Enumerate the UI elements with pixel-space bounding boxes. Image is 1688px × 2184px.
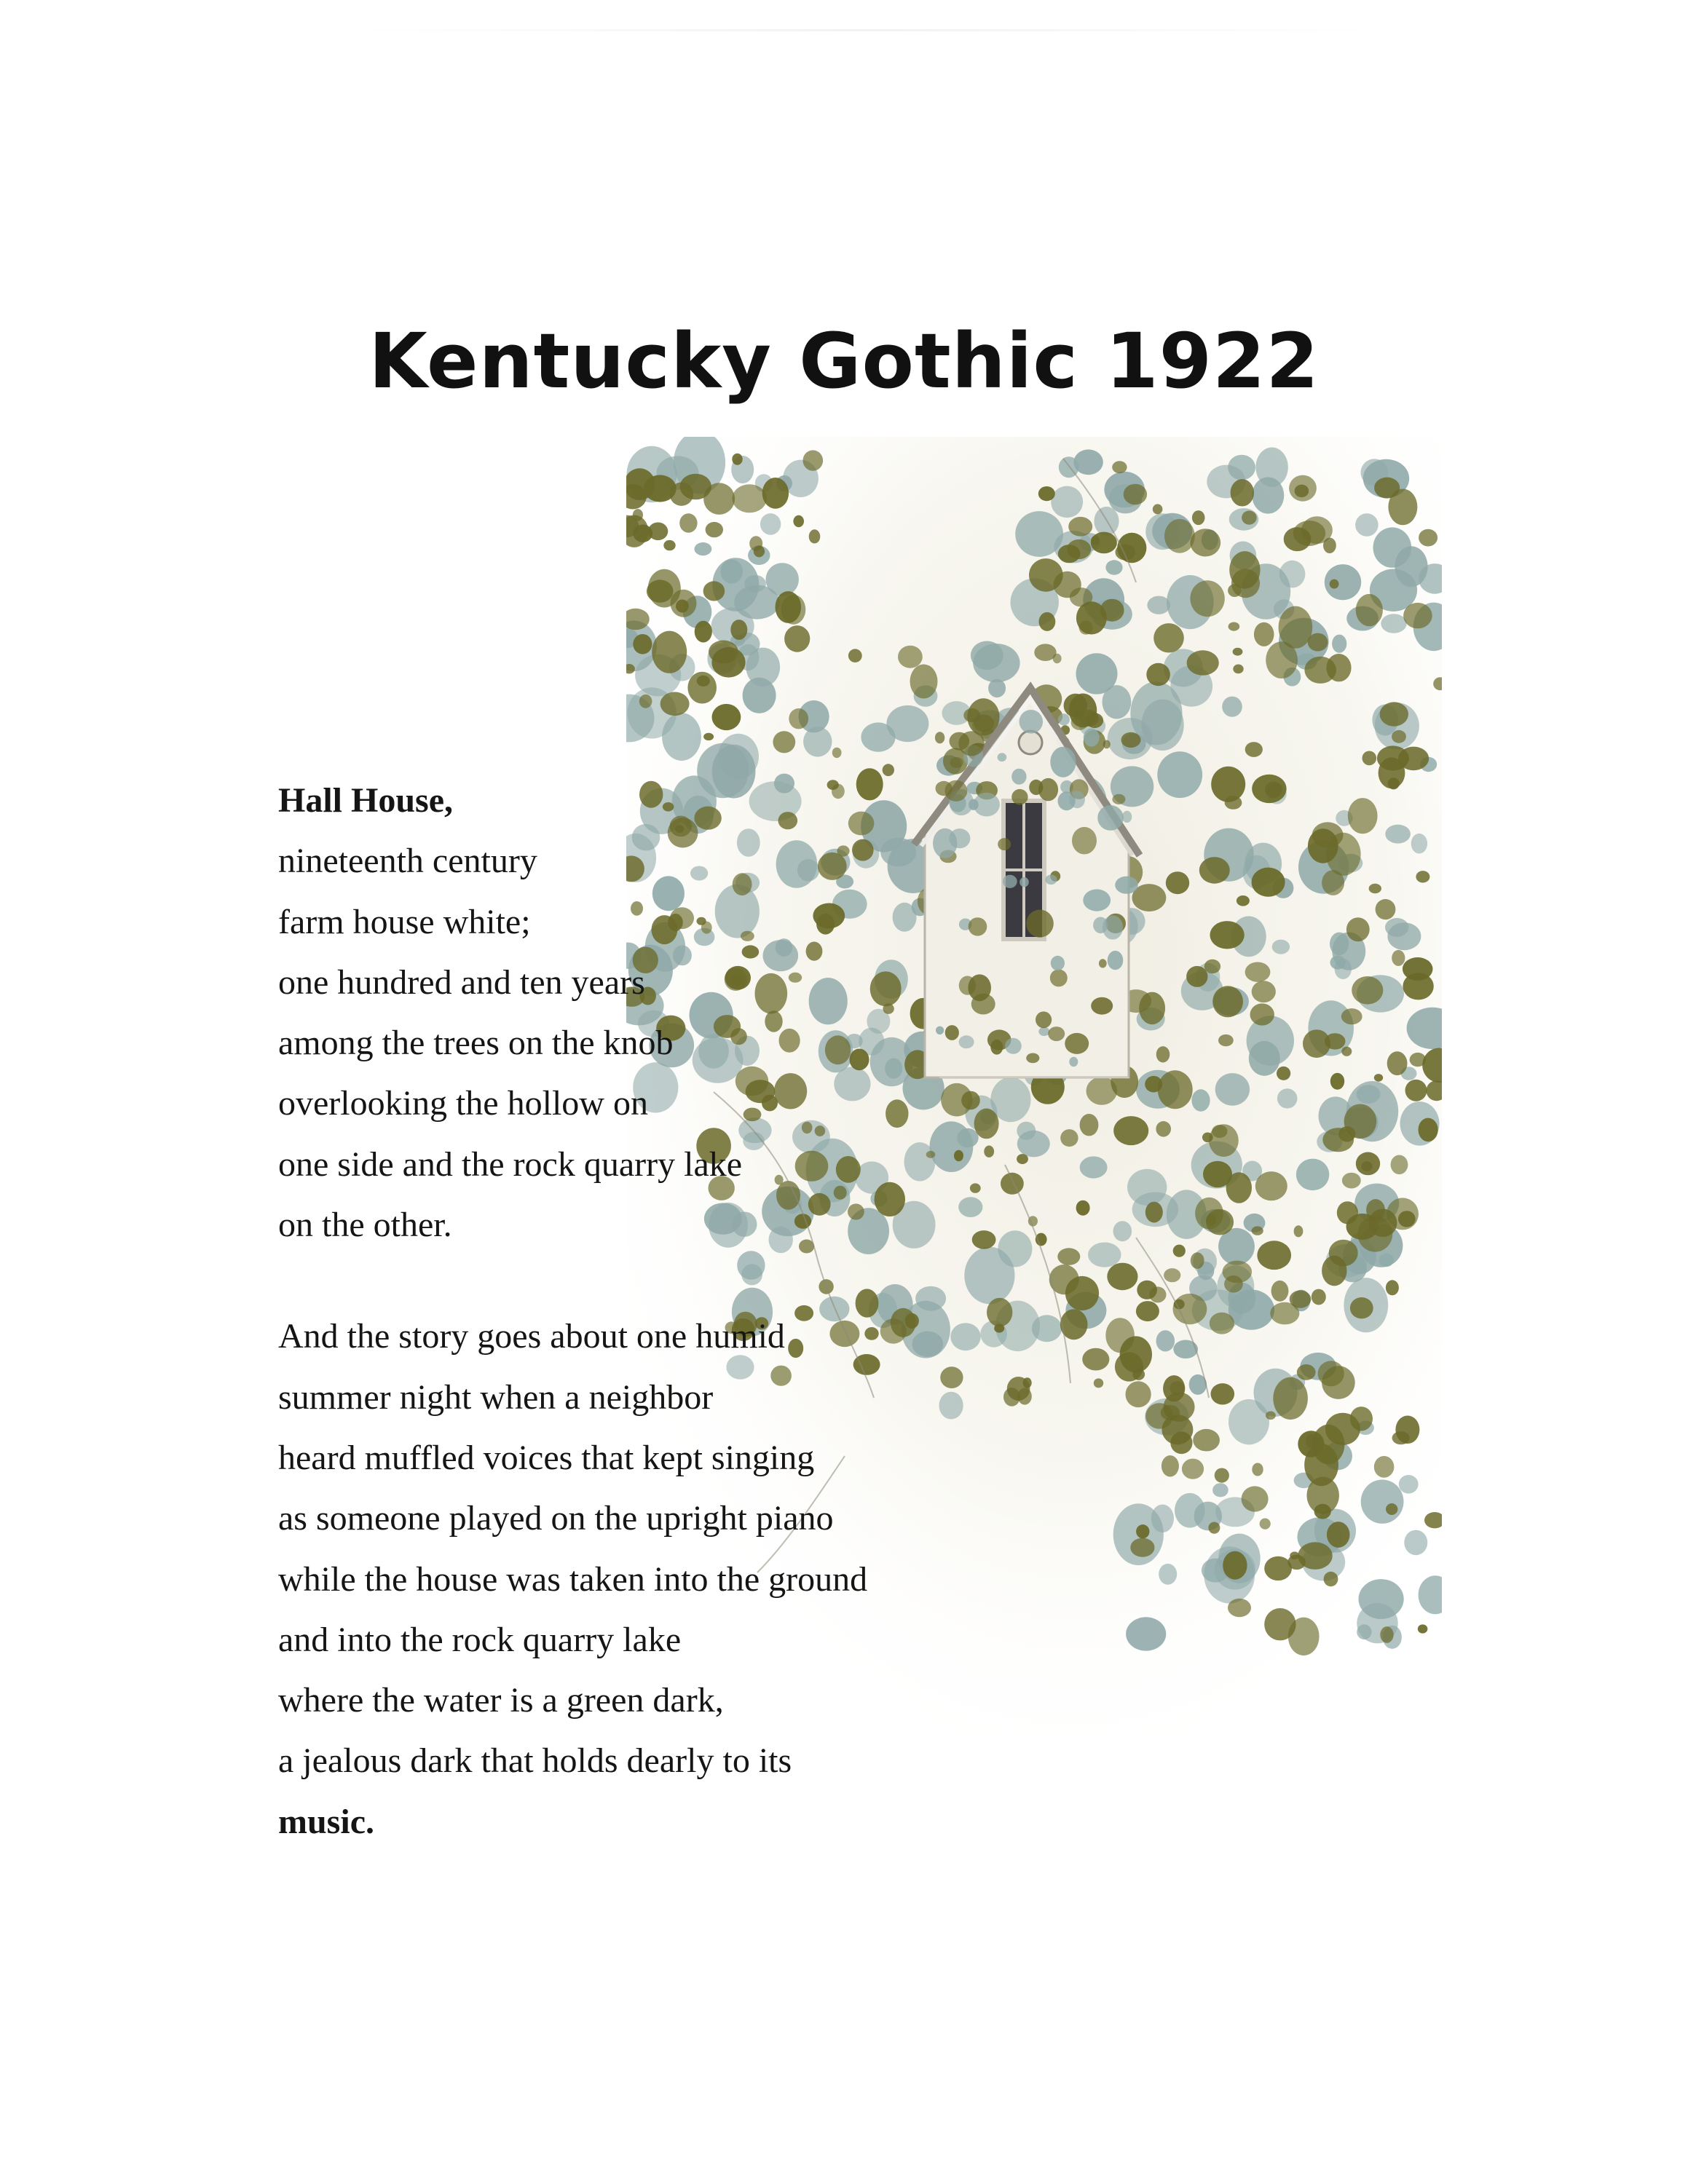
leaf-blotch bbox=[1036, 1011, 1052, 1028]
leaf-blotch bbox=[1250, 1003, 1274, 1025]
leaf-blotch bbox=[1136, 1524, 1149, 1538]
leaf-blotch bbox=[1228, 1599, 1251, 1617]
leaf-blotch bbox=[1103, 685, 1132, 719]
leaf-blotch bbox=[1164, 1268, 1180, 1282]
leaf-blotch bbox=[1026, 910, 1054, 938]
leaf-blotch bbox=[1099, 959, 1107, 968]
leaf-blotch bbox=[1386, 1280, 1399, 1295]
leaf-blotch bbox=[1091, 536, 1100, 545]
leaf-blotch bbox=[1352, 976, 1383, 1005]
leaf-blotch bbox=[1051, 956, 1065, 970]
leaf-blotch bbox=[1070, 587, 1092, 606]
leaf-blotch bbox=[1272, 940, 1290, 954]
leaf-blotch bbox=[695, 542, 712, 555]
leaf-blotch bbox=[652, 631, 687, 673]
leaf-blotch bbox=[1264, 1556, 1292, 1580]
leaf-blotch bbox=[1069, 1057, 1078, 1067]
leaf-blotch bbox=[1288, 1618, 1320, 1655]
leaf-blotch bbox=[733, 484, 767, 513]
leaf-blotch bbox=[1392, 730, 1406, 743]
leaf-blotch bbox=[1011, 769, 1026, 785]
leaf-blotch bbox=[1279, 606, 1313, 649]
leaf-blotch bbox=[1314, 1504, 1331, 1519]
leaf-blotch bbox=[1419, 1118, 1438, 1142]
leaf-blotch bbox=[1187, 650, 1219, 675]
leaf-blotch bbox=[1312, 1289, 1326, 1305]
leaf-blotch bbox=[1146, 663, 1170, 686]
leaf-blotch bbox=[1122, 811, 1132, 823]
poem-line: nineteenth century bbox=[278, 842, 537, 881]
leaf-blotch bbox=[1366, 1199, 1385, 1221]
leaf-blotch bbox=[1182, 1459, 1204, 1479]
leaf-blotch bbox=[1381, 614, 1406, 633]
leaf-blotch bbox=[687, 672, 717, 704]
leaf-blotch bbox=[1069, 791, 1085, 808]
leaf-blotch bbox=[1362, 751, 1377, 766]
leaf-blotch bbox=[1237, 895, 1250, 906]
leaf-blotch bbox=[1392, 1431, 1410, 1444]
leaf-blotch bbox=[639, 695, 652, 708]
leaf-blotch bbox=[1130, 1538, 1154, 1557]
leaf-blotch bbox=[1065, 1033, 1089, 1054]
leaf-blotch bbox=[1228, 1290, 1274, 1330]
leaf-blotch bbox=[1076, 1200, 1090, 1216]
leaf-blotch bbox=[1157, 751, 1202, 798]
leaf-blotch bbox=[660, 692, 690, 716]
leaf-blotch bbox=[1369, 884, 1381, 893]
leaf-blotch bbox=[1318, 1361, 1344, 1386]
leaf-blotch bbox=[1097, 805, 1124, 831]
leaf-blotch bbox=[1327, 1522, 1350, 1548]
poem-body bbox=[278, 770, 1006, 1852]
leaf-blotch bbox=[1121, 732, 1141, 748]
leaf-blotch bbox=[766, 563, 799, 596]
poem-line: where the water is a green dark, bbox=[278, 1681, 724, 1720]
leaf-blotch bbox=[762, 478, 789, 509]
poem-line: heard muffled voices that kept singing bbox=[278, 1438, 815, 1477]
leaf-blotch bbox=[1255, 1171, 1287, 1200]
leaf-blotch bbox=[1252, 477, 1284, 513]
leaf-blotch bbox=[1108, 951, 1124, 970]
leaf-blotch bbox=[1113, 1221, 1132, 1241]
leaf-blotch bbox=[1065, 1276, 1099, 1310]
leaf-blotch bbox=[1186, 966, 1207, 987]
leaf-blotch bbox=[1107, 1263, 1137, 1291]
leaf-blotch bbox=[1297, 1364, 1316, 1380]
leaf-blotch bbox=[1058, 713, 1070, 725]
leaf-blotch bbox=[1215, 1468, 1229, 1483]
leaf-blotch bbox=[730, 620, 747, 640]
leaf-blotch bbox=[1405, 1080, 1427, 1101]
leaf-blotch bbox=[1050, 969, 1068, 986]
leaf-blotch bbox=[1252, 868, 1285, 897]
leaf-blotch bbox=[760, 513, 781, 535]
leaf-blotch bbox=[1050, 747, 1076, 778]
leaf-blotch bbox=[1038, 778, 1058, 801]
leaf-blotch bbox=[703, 581, 725, 601]
leaf-blotch bbox=[773, 731, 795, 753]
poem-line: on the other. bbox=[278, 1206, 452, 1245]
poem-line: farm house white; bbox=[278, 902, 531, 941]
leaf-blotch bbox=[1068, 517, 1092, 537]
leaf-blotch bbox=[1159, 1564, 1177, 1585]
leaf-blotch bbox=[1073, 449, 1103, 475]
leaf-blotch bbox=[1218, 1034, 1234, 1046]
stanza-1 bbox=[278, 770, 1006, 1255]
leaf-blotch bbox=[1137, 1281, 1157, 1299]
leaf-blotch bbox=[1290, 1551, 1299, 1559]
leaf-blotch bbox=[1166, 871, 1189, 894]
leaf-blotch bbox=[1330, 933, 1349, 956]
leaf-blotch bbox=[1094, 1378, 1103, 1388]
leaf-blotch bbox=[803, 450, 824, 470]
leaf-blotch bbox=[1083, 890, 1111, 911]
leaf-blotch bbox=[1086, 1077, 1118, 1105]
leaf-blotch bbox=[1103, 915, 1123, 939]
leaf-blotch bbox=[1326, 654, 1351, 681]
leaf-blotch bbox=[1164, 519, 1195, 553]
leaf-blotch bbox=[1223, 1261, 1253, 1283]
scan-edge-artifact bbox=[357, 29, 1376, 31]
leaf-blotch bbox=[1387, 1051, 1408, 1075]
leaf-blotch bbox=[1386, 1503, 1397, 1515]
leaf-blotch bbox=[1210, 921, 1245, 949]
leaf-blotch bbox=[663, 540, 675, 550]
leaf-blotch bbox=[1231, 479, 1254, 506]
leaf-blotch bbox=[1019, 710, 1044, 734]
leaf-blotch bbox=[898, 646, 923, 668]
leaf-blotch bbox=[1191, 1089, 1210, 1111]
leaf-blotch bbox=[1229, 551, 1260, 589]
leaf-blotch bbox=[1048, 1026, 1065, 1041]
leaf-blotch bbox=[732, 454, 742, 465]
leaf-blotch bbox=[1156, 1121, 1171, 1137]
leaf-blotch bbox=[1151, 1505, 1174, 1533]
leaf-blotch bbox=[1330, 956, 1346, 970]
leaf-blotch bbox=[1245, 962, 1271, 982]
leaf-blotch bbox=[1080, 1156, 1108, 1178]
leaf-blotch bbox=[1341, 1047, 1352, 1056]
leaf-blotch bbox=[1126, 1381, 1151, 1407]
leaf-blotch bbox=[1045, 875, 1057, 885]
leaf-blotch bbox=[1356, 594, 1383, 626]
leaf-blotch bbox=[1203, 1161, 1232, 1187]
leaf-blotch bbox=[695, 621, 712, 643]
leaf-blotch bbox=[647, 579, 674, 602]
leaf-blotch bbox=[1322, 1256, 1346, 1286]
leaf-blotch bbox=[1265, 782, 1282, 799]
leaf-blotch bbox=[1126, 1617, 1166, 1650]
leaf-blotch bbox=[743, 678, 776, 713]
poem-line: among the trees on the knob bbox=[278, 1024, 674, 1063]
leaf-blotch bbox=[1326, 833, 1361, 876]
leaf-blotch bbox=[1115, 1352, 1143, 1381]
leaf-blotch bbox=[973, 644, 1019, 682]
leaf-blotch bbox=[1332, 635, 1346, 653]
leaf-blotch bbox=[1204, 960, 1220, 973]
leaf-blotch bbox=[1005, 1038, 1022, 1054]
leaf-blotch bbox=[1296, 1159, 1329, 1191]
leaf-blotch bbox=[1032, 1315, 1062, 1342]
leaf-blotch bbox=[662, 713, 701, 761]
leaf-blotch bbox=[1082, 1348, 1109, 1371]
leaf-blotch bbox=[633, 634, 652, 654]
leaf-blotch bbox=[861, 722, 895, 751]
leaf-blotch bbox=[1277, 1088, 1298, 1108]
leaf-blotch bbox=[1211, 1383, 1235, 1404]
leaf-blotch bbox=[1260, 1519, 1271, 1530]
leaf-blotch bbox=[1411, 834, 1427, 854]
leaf-blotch bbox=[706, 522, 723, 537]
leaf-blotch bbox=[1161, 1405, 1180, 1420]
poem-line: one side and the rock quarry lake bbox=[278, 1144, 743, 1184]
leaf-blotch bbox=[1210, 1313, 1234, 1334]
leaf-blotch bbox=[1392, 950, 1405, 966]
leaf-blotch bbox=[1403, 603, 1432, 628]
leaf-blotch bbox=[1342, 1173, 1361, 1189]
leaf-blotch bbox=[1350, 1406, 1373, 1431]
leaf-blotch bbox=[1266, 1412, 1276, 1420]
leaf-blotch bbox=[1252, 1463, 1263, 1476]
leaf-blotch bbox=[1173, 1245, 1186, 1257]
leaf-blotch bbox=[1385, 918, 1408, 937]
leaf-blotch bbox=[1199, 857, 1230, 884]
leaf-blotch bbox=[1017, 1154, 1028, 1164]
poem-line: summer night when a neighbor bbox=[278, 1377, 714, 1417]
leaf-blotch bbox=[633, 509, 643, 521]
poem-line: And the story goes about one humid bbox=[278, 1317, 785, 1356]
leaf-blotch bbox=[1072, 827, 1097, 855]
leaf-blotch bbox=[1026, 1053, 1039, 1064]
leaf-blotch bbox=[1273, 1377, 1308, 1420]
leaf-blotch bbox=[1355, 513, 1379, 537]
leaf-blotch bbox=[1019, 877, 1029, 887]
leaf-blotch bbox=[1330, 1073, 1344, 1090]
leaf-blotch bbox=[1038, 1027, 1049, 1036]
leaf-blotch bbox=[1113, 1116, 1148, 1145]
leaf-blotch bbox=[1173, 1340, 1198, 1359]
poem-line: while the house was taken into the ground bbox=[278, 1559, 868, 1599]
leaf-blotch bbox=[1156, 1046, 1170, 1062]
leaf-blotch bbox=[1105, 560, 1122, 574]
leaf-blotch bbox=[848, 649, 862, 662]
leaf-blotch bbox=[1223, 1551, 1247, 1580]
leaf-blotch bbox=[703, 483, 735, 515]
leaf-blotch bbox=[1398, 747, 1429, 771]
leaf-blotch bbox=[1115, 877, 1138, 894]
leaf-blotch bbox=[1346, 917, 1370, 941]
leaf-blotch bbox=[1212, 986, 1243, 1017]
leaf-blotch bbox=[1208, 1522, 1220, 1534]
leaf-blotch bbox=[1017, 1131, 1050, 1158]
leaf-blotch bbox=[1357, 1085, 1381, 1104]
poem-line: Hall House, bbox=[278, 781, 454, 820]
leaf-blotch bbox=[1385, 825, 1411, 844]
leaf-blotch bbox=[1398, 1211, 1416, 1227]
leaf-blotch bbox=[1361, 1480, 1404, 1524]
leaf-blotch bbox=[1074, 710, 1083, 720]
leaf-blotch bbox=[1252, 981, 1276, 1002]
leaf-blotch bbox=[1029, 558, 1063, 592]
leaf-blotch bbox=[1380, 1626, 1393, 1643]
leaf-blotch bbox=[1404, 1530, 1427, 1556]
leaf-blotch bbox=[1376, 899, 1396, 919]
leaf-blotch bbox=[1403, 973, 1433, 1000]
leaf-blotch bbox=[1053, 654, 1062, 664]
leaf-blotch bbox=[910, 665, 938, 699]
leaf-blotch bbox=[1215, 1073, 1250, 1106]
leaf-blotch bbox=[1380, 702, 1408, 726]
leaf-blotch bbox=[754, 545, 765, 557]
leaf-blotch bbox=[1298, 1542, 1332, 1570]
leaf-blotch bbox=[1209, 1124, 1239, 1157]
leaf-blotch bbox=[793, 515, 804, 527]
poem-line: and into the rock quarry lake bbox=[278, 1620, 682, 1659]
leaf-blotch bbox=[1190, 529, 1220, 556]
leaf-blotch bbox=[1091, 997, 1113, 1015]
leaf-blotch bbox=[935, 732, 944, 743]
leaf-blotch bbox=[1163, 1375, 1185, 1401]
leaf-blotch bbox=[1158, 1070, 1193, 1109]
leaf-blotch bbox=[1242, 511, 1257, 525]
leaf-blotch bbox=[1348, 798, 1378, 834]
leaf-blotch bbox=[1341, 1008, 1362, 1024]
leaf-blotch bbox=[1112, 461, 1127, 473]
leaf-blotch bbox=[998, 753, 1007, 761]
poem-line: overlooking the hollow on bbox=[278, 1084, 648, 1123]
leaf-blotch bbox=[1211, 767, 1245, 802]
leaf-blotch bbox=[784, 625, 810, 652]
leaf-blotch bbox=[703, 733, 714, 740]
leaf-blotch bbox=[1419, 529, 1437, 547]
leaf-blotch bbox=[1145, 1202, 1163, 1223]
leaf-blotch bbox=[1153, 504, 1163, 514]
leaf-blotch bbox=[1306, 1434, 1319, 1449]
poem-line: as someone played on the upright piano bbox=[278, 1499, 834, 1538]
leaf-blotch bbox=[1330, 579, 1339, 589]
leaf-blotch bbox=[1088, 1243, 1121, 1267]
leaf-blotch bbox=[832, 748, 842, 758]
leaf-blotch bbox=[1252, 1226, 1263, 1235]
leaf-blotch bbox=[1361, 1161, 1372, 1171]
leaf-blotch bbox=[974, 715, 994, 732]
leaf-blotch bbox=[1192, 510, 1205, 525]
leaf-blotch bbox=[1277, 1067, 1290, 1080]
leaf-blotch bbox=[744, 575, 766, 592]
leaf-blotch bbox=[1080, 1114, 1099, 1136]
leaf-blotch bbox=[1060, 1129, 1078, 1147]
leaf-blotch bbox=[1038, 486, 1055, 501]
leaf-blotch bbox=[1193, 1429, 1220, 1452]
leaf-blotch bbox=[1103, 740, 1111, 749]
leaf-blotch bbox=[1257, 1241, 1291, 1270]
leaf-blotch bbox=[776, 591, 802, 623]
leaf-blotch bbox=[1324, 1572, 1338, 1586]
leaf-blotch bbox=[1322, 1128, 1354, 1152]
leaf-blotch bbox=[1153, 623, 1184, 652]
poem-line: a jealous dark that holds dearly to its bbox=[278, 1741, 792, 1781]
leaf-blotch bbox=[1303, 1029, 1330, 1058]
leaf-blotch bbox=[1374, 1074, 1383, 1082]
leaf-blotch bbox=[950, 757, 963, 768]
leaf-blotch bbox=[1391, 1155, 1408, 1175]
leaf-blotch bbox=[1294, 1225, 1304, 1237]
leaf-blotch bbox=[1233, 648, 1243, 656]
leaf-blotch bbox=[1058, 545, 1081, 563]
leaf-blotch bbox=[789, 708, 808, 729]
leaf-blotch bbox=[1374, 1456, 1395, 1478]
leaf-blotch bbox=[712, 704, 741, 730]
poem-line: music. bbox=[278, 1802, 374, 1841]
leaf-blotch bbox=[1416, 871, 1429, 882]
leaf-blotch bbox=[1206, 1209, 1234, 1235]
leaf-blotch bbox=[1270, 1302, 1299, 1325]
leaf-blotch bbox=[1190, 580, 1224, 617]
leaf-blotch bbox=[1233, 665, 1243, 674]
leaf-blotch bbox=[1410, 1053, 1427, 1067]
leaf-blotch bbox=[711, 647, 745, 678]
poem-line: one hundred and ten years bbox=[278, 962, 645, 1002]
leaf-blotch bbox=[1301, 516, 1333, 544]
leaf-blotch bbox=[1212, 1483, 1228, 1497]
leaf-blotch bbox=[1136, 1301, 1159, 1321]
poem-title: Kentucky Gothic 1922 bbox=[368, 317, 1320, 405]
leaf-blotch bbox=[1247, 1016, 1294, 1065]
leaf-blotch bbox=[1057, 1248, 1080, 1265]
leaf-blotch bbox=[1039, 612, 1056, 631]
leaf-blotch bbox=[1124, 484, 1147, 505]
leaf-blotch bbox=[1228, 622, 1240, 631]
leaf-blotch bbox=[1350, 1297, 1373, 1318]
leaf-blotch bbox=[1191, 1252, 1204, 1269]
leaf-blotch bbox=[1388, 489, 1417, 526]
leaf-blotch bbox=[1156, 1330, 1175, 1351]
stanza-2 bbox=[278, 1306, 1006, 1852]
leaf-blotch bbox=[1051, 486, 1083, 518]
leaf-blotch bbox=[809, 529, 821, 543]
leaf-blotch bbox=[1105, 1318, 1135, 1353]
leaf-blotch bbox=[1245, 742, 1263, 757]
leaf-blotch bbox=[1011, 789, 1028, 805]
leaf-blotch bbox=[1162, 1455, 1179, 1476]
leaf-blotch bbox=[1112, 794, 1125, 804]
leaf-blotch bbox=[1242, 1486, 1269, 1511]
leaf-blotch bbox=[958, 731, 985, 756]
leaf-blotch bbox=[648, 523, 668, 541]
leaf-blotch bbox=[1289, 475, 1317, 502]
leaf-blotch bbox=[679, 513, 697, 533]
leaf-blotch bbox=[720, 559, 743, 583]
leaf-blotch bbox=[1084, 728, 1100, 746]
leaf-blotch bbox=[1271, 1281, 1289, 1302]
leaf-blotch bbox=[1222, 697, 1242, 717]
leaf-blotch bbox=[1399, 1475, 1419, 1494]
leaf-blotch bbox=[671, 590, 697, 617]
leaf-blotch bbox=[1418, 1624, 1428, 1633]
leaf-blotch bbox=[1254, 622, 1274, 646]
